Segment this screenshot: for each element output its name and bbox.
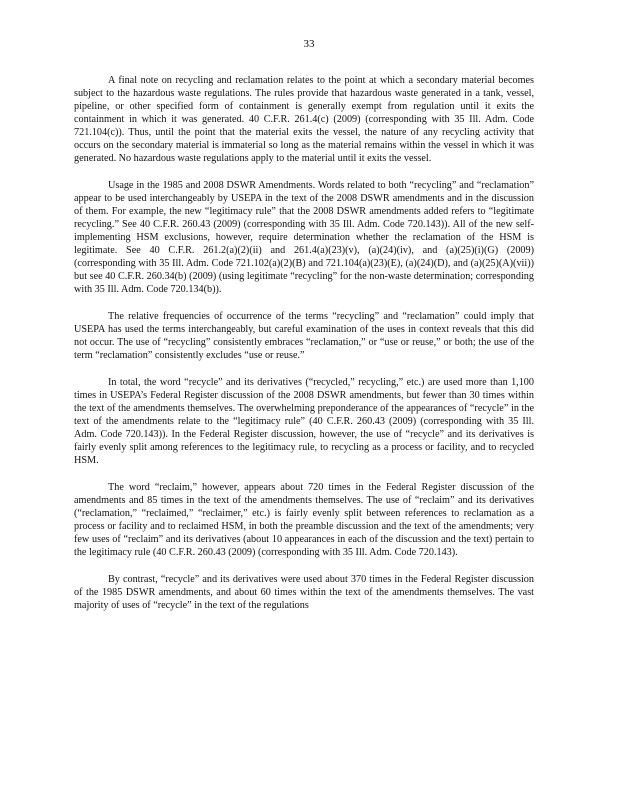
paragraph-reclaim-count: The word “reclaim,” however, appears about 720 times in the Federal Register discussion of the amendments and 85 times in the text of the amendments themselves. The use of “reclaim” and its derivatives (“reclamation,” “reclaimed,” “reclaimer,” etc.) is fairly evenly split between references to reclamation as a process or facility and to reclaimed HSM, in both the preamble discussion and the text of the amendments; very few uses of “reclaim” and its derivatives (about 10 appearances in each of the discussion and the text) pertain to the legitimacy rule (40 C.F.R. 260.43 (2009) (corresponding with 35 Ill. Adm. Code 720.143). bbox=[74, 482, 534, 558]
paragraph-usage-amendments: Usage in the 1985 and 2008 DSWR Amendments. Words related to both “recycling” and “reclamation” appear to be used interchangeably by USEPA in the text of the 2008 DSWR amendments and in the discussion of them. For example, the new “legitimacy rule” that the 2008 DSWR amendments added refers to “legitimate recycling.” See 40 C.F.R. 260.43 (2009) (corresponding with 35 Ill. Adm. Code 720.143)). All of the new self-implementing HSM exclusions, however, require determination whether the reclamation of the HSM is legitimate. See 40 C.F.R. 261.2(a)(2)(ii) and 261.4(a)(23)(v), (a)(24)(iv), and (a)(25)(i)(G) (2009) (corresponding with 35 Ill. Adm. Code 721.102(a)(2)(B) and 721.104(a)(23)(E), (a)(24)(D), and (a)(25)(A)(vii)) but see 40 C.F.R. 260.34(b) (2009) (using legitimate “recycling” for the non-waste determination; corresponding with 35 Ill. Adm. Code 720.134(b)). bbox=[74, 180, 534, 295]
paragraph-by-contrast: By contrast, “recycle” and its derivatives were used about 370 times in the Federal Register discussion of the 1985 DSWR amendments, and about 60 times within the text of the amendments themselves. The vast majority of uses of “recycle” in the text of the regulations bbox=[74, 574, 534, 611]
page-number: 33 bbox=[303, 38, 315, 50]
paragraph-recycle-total: In total, the word “recycle” and its derivatives (“recycled,” recycling,” etc.) are used more than 1,100 times in USEPA’s Federal Register discussion of the 2008 DSWR amendments, but fewer than 30 times within the text of the amendments themselves. The overwhelming preponderance of the appearances of “recycle” in the text of the amendments relate to the “legitimacy rule” (40 C.F.R. 260.43 (2009) (corresponding with 35 Ill. Adm. Code 720.143)). In the Federal Register discussion, however, the use of “recycle” and its derivatives is fairly evenly split among references to the legitimacy rule, to recycling as a process or facility, and to recycled HSM. bbox=[74, 377, 534, 466]
paragraph-recycling-point: A final note on recycling and reclamation relates to the point at which a secondary material becomes subject to the hazardous waste regulations. The rules provide that hazardous waste generated in a tank, vessel, pipeline, or other specified form of containment is generally exempt from regulation until it exits the containment in which it was generated. 40 C.F.R. 261.4(c) (2009) (corresponding with 35 Ill. Adm. Code 721.104(c)). Thus, until the point that the material exits the vessel, the nature of any recycling activity that occurs on the secondary material is immaterial so long as the material remains within the vessel in which it was generated. No hazardous waste regulations apply to the material until it exits the vessel. bbox=[74, 75, 534, 164]
document-body bbox=[74, 74, 534, 626]
paragraph-relative-frequencies: The relative frequencies of occurrence of the terms “recycling” and “reclamation” could imply that USEPA has used the terms interchangeably, but careful examination of the uses in context reveals that this did not occur. The use of “recycling” consistently embraces “reclamation,” or “use or reuse,” or both; the use of the term “reclamation” consistently excludes “use or reuse.” bbox=[74, 311, 534, 361]
